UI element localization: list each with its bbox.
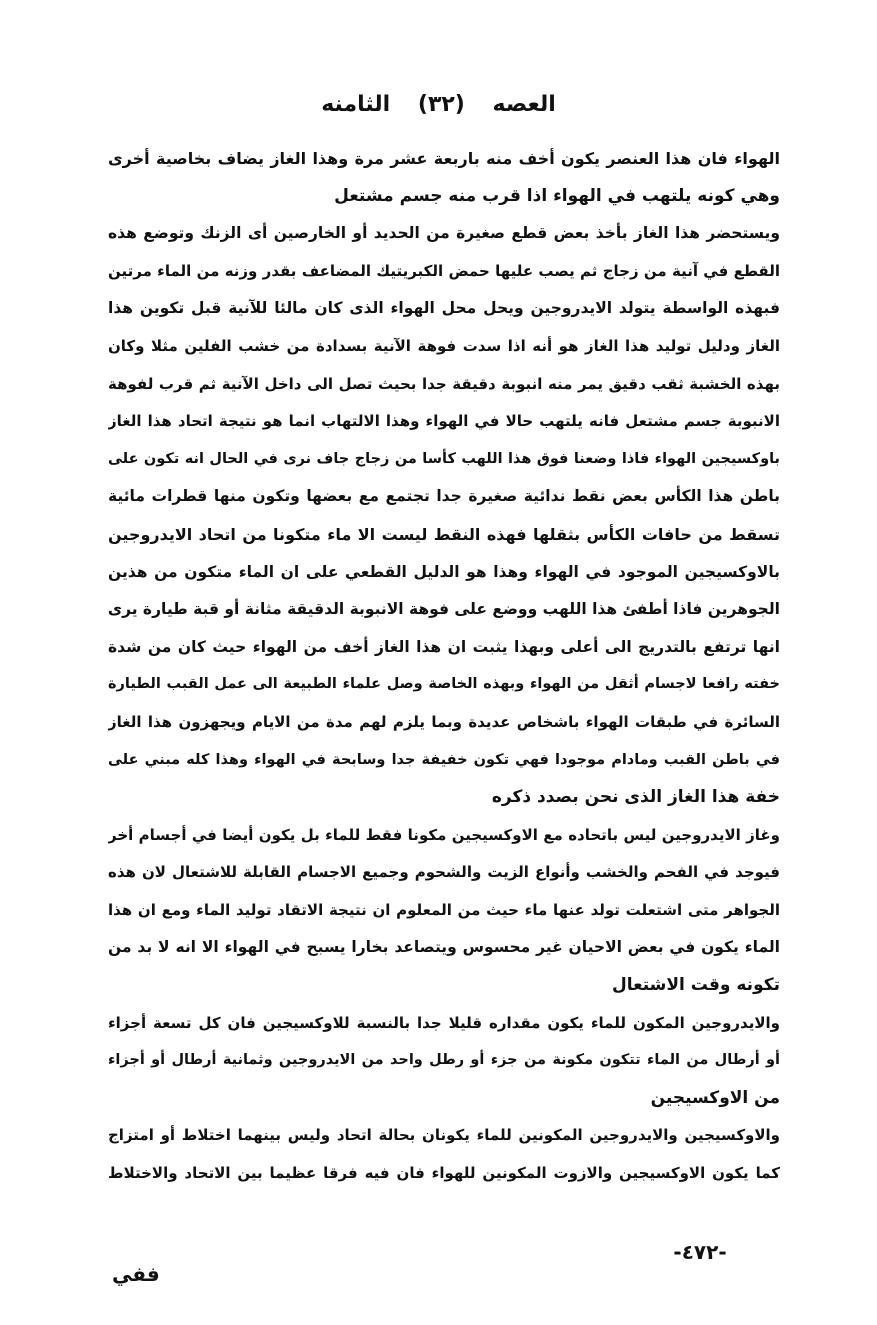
header-section-label: العصه — [492, 92, 556, 117]
text-line: في باطن القبب ومادام موجودا فهي تكون خفيفة جدا وسابحة في الهواء وهذا كله مبني على — [108, 751, 780, 768]
text-line: بهذه الخشبة ثقب دقيق يمر منه انبوبة دقيقة جدا بحيث تصل الى داخل الآنية ثم قرب لفوهة — [108, 374, 780, 393]
text-line: الهواء فان هذا العنصر يكون أخف منه باربعة عشر مرة وهذا الغاز يضاف بخاصية أخرى — [108, 149, 780, 168]
text-line: القطع في آنية من زجاج ثم يصب عليها حمض الكبريتيك المضاعف بقدر وزنه من الماء مرتين — [108, 261, 780, 280]
footer-catchword: ففي — [112, 1262, 160, 1286]
text-line: السائرة في طبقات الهواء باشخاص عديدة وبما يلزم لهم مدة من الايام ويجهزون هذا الغاز — [108, 712, 780, 731]
text-line: تكونه وقت الاشتعال — [611, 975, 780, 996]
text-line: انها ترتفع بالتدريج الى أعلى وبهذا يثبت ان هذا الغاز أخف من الهواء حيث كان من شدة — [108, 637, 780, 656]
text-line: من الاوكسيجين — [650, 1087, 780, 1108]
text-line: تسقط من حافات الكأس بثقلها فهذه النقط ليست الا ماء متكونا من اتحاد الايدروجين — [108, 524, 780, 544]
text-line: ويستحضر هذا الغاز بأخذ بعض قطع صغيرة من الحديد أو الخارصين أى الزنك وتوضع هذه — [108, 224, 780, 243]
text-line: أو أرطال من الماء تتكون مكونة من جزء أو رطل واحد من الايدروجين وثمانية أرطال أو أجزاء — [108, 1052, 780, 1069]
text-line: خفته رافعا لاجسام أثقل من الهواء وبهذه الخاصة وصل علماء الطبيعة الى عمل القبب الطيارة — [108, 676, 780, 693]
header-part-label: الثامنه — [321, 92, 391, 117]
text-line: كما يكون الاوكسيجين والازوت المكونين للهواء فان فيه فرقا عظيما بين الاتحاد والاختلاط — [108, 1164, 780, 1183]
footer-page-number: -٤٧٢- — [673, 1240, 727, 1264]
text-line: باوكسيجين الهواء فاذا وضعنا فوق هذا اللهب كأسا من زجاج جاف نرى في الحال انه تكون على — [108, 450, 780, 467]
text-line: فيوجد في الفحم والخشب وأنواع الزيت والشحوم وجميع الاجسام القابلة للاشتعال لان هذه — [108, 863, 780, 882]
text-line: وهي كونه يلتهب في الهواء اذا قرب منه جسم مشتعل — [334, 185, 780, 206]
body-text — [108, 140, 780, 1193]
text-line: خفة هذا الغاز الذى نحن بصدد ذكره — [491, 787, 780, 808]
header-page-number: (٣٢) — [417, 92, 465, 117]
text-line: والاوكسيجين والايدروجين المكونين للماء يكونان بحالة اتحاد وليس بينهما اختلاط أو امتزاج — [108, 1126, 780, 1145]
text-line: الجوهرين فاذا أطفئ هذا اللهب ووضع على فوهة الانبوبة الدقيقة مثانة أو قبة طيارة يرى — [108, 600, 780, 619]
text-line: والايدروجين المكون للماء يكون مقداره قليلا جدا بالنسبة للاوكسيجين فان كل تسعة أجزاء — [108, 1013, 780, 1032]
page-header — [0, 92, 877, 117]
text-line: باطن هذا الكأس بعض نقط ندائية صغيرة جدا تجتمع مع بعضها وتكون منها قطرات مائية — [108, 487, 780, 506]
text-line: الماء يكون في بعض الاحيان غير محسوس ويتصاعد بخارا يسبح في الهواء الا انه لا بد من — [108, 938, 780, 957]
text-line: وغاز الايدروجين ليس باتحاده مع الاوكسيجين مكونا فقط للماء بل يكون أيضا في أجسام أخر — [108, 825, 780, 844]
text-line: الغاز ودليل توليد هذا الغاز هو أنه اذا سدت فوهة الآنية بسدادة من خشب الفلين مثلا وكان — [108, 336, 780, 355]
text-line: فبهذه الواسطة يتولد الايدروجين ويحل محل الهواء الذى كان مالئا للآنية قبل تكوين هذا — [108, 299, 780, 318]
text-line: الجواهر متى اشتعلت تولد عنها ماء حيث من المعلوم ان نتيجة الاتقاد توليد الماء ومع ان هذا — [108, 900, 780, 919]
text-line: بالاوكسيجين الموجود في الهواء وهذا هو الدليل القطعي على ان الماء متكون من هذين — [108, 562, 780, 581]
text-line: الانبوبة جسم مشتعل فانه يلتهب حالا في الهواء وهذا الالتهاب انما هو نتيجة اتحاد هذا الغاز — [108, 412, 780, 431]
